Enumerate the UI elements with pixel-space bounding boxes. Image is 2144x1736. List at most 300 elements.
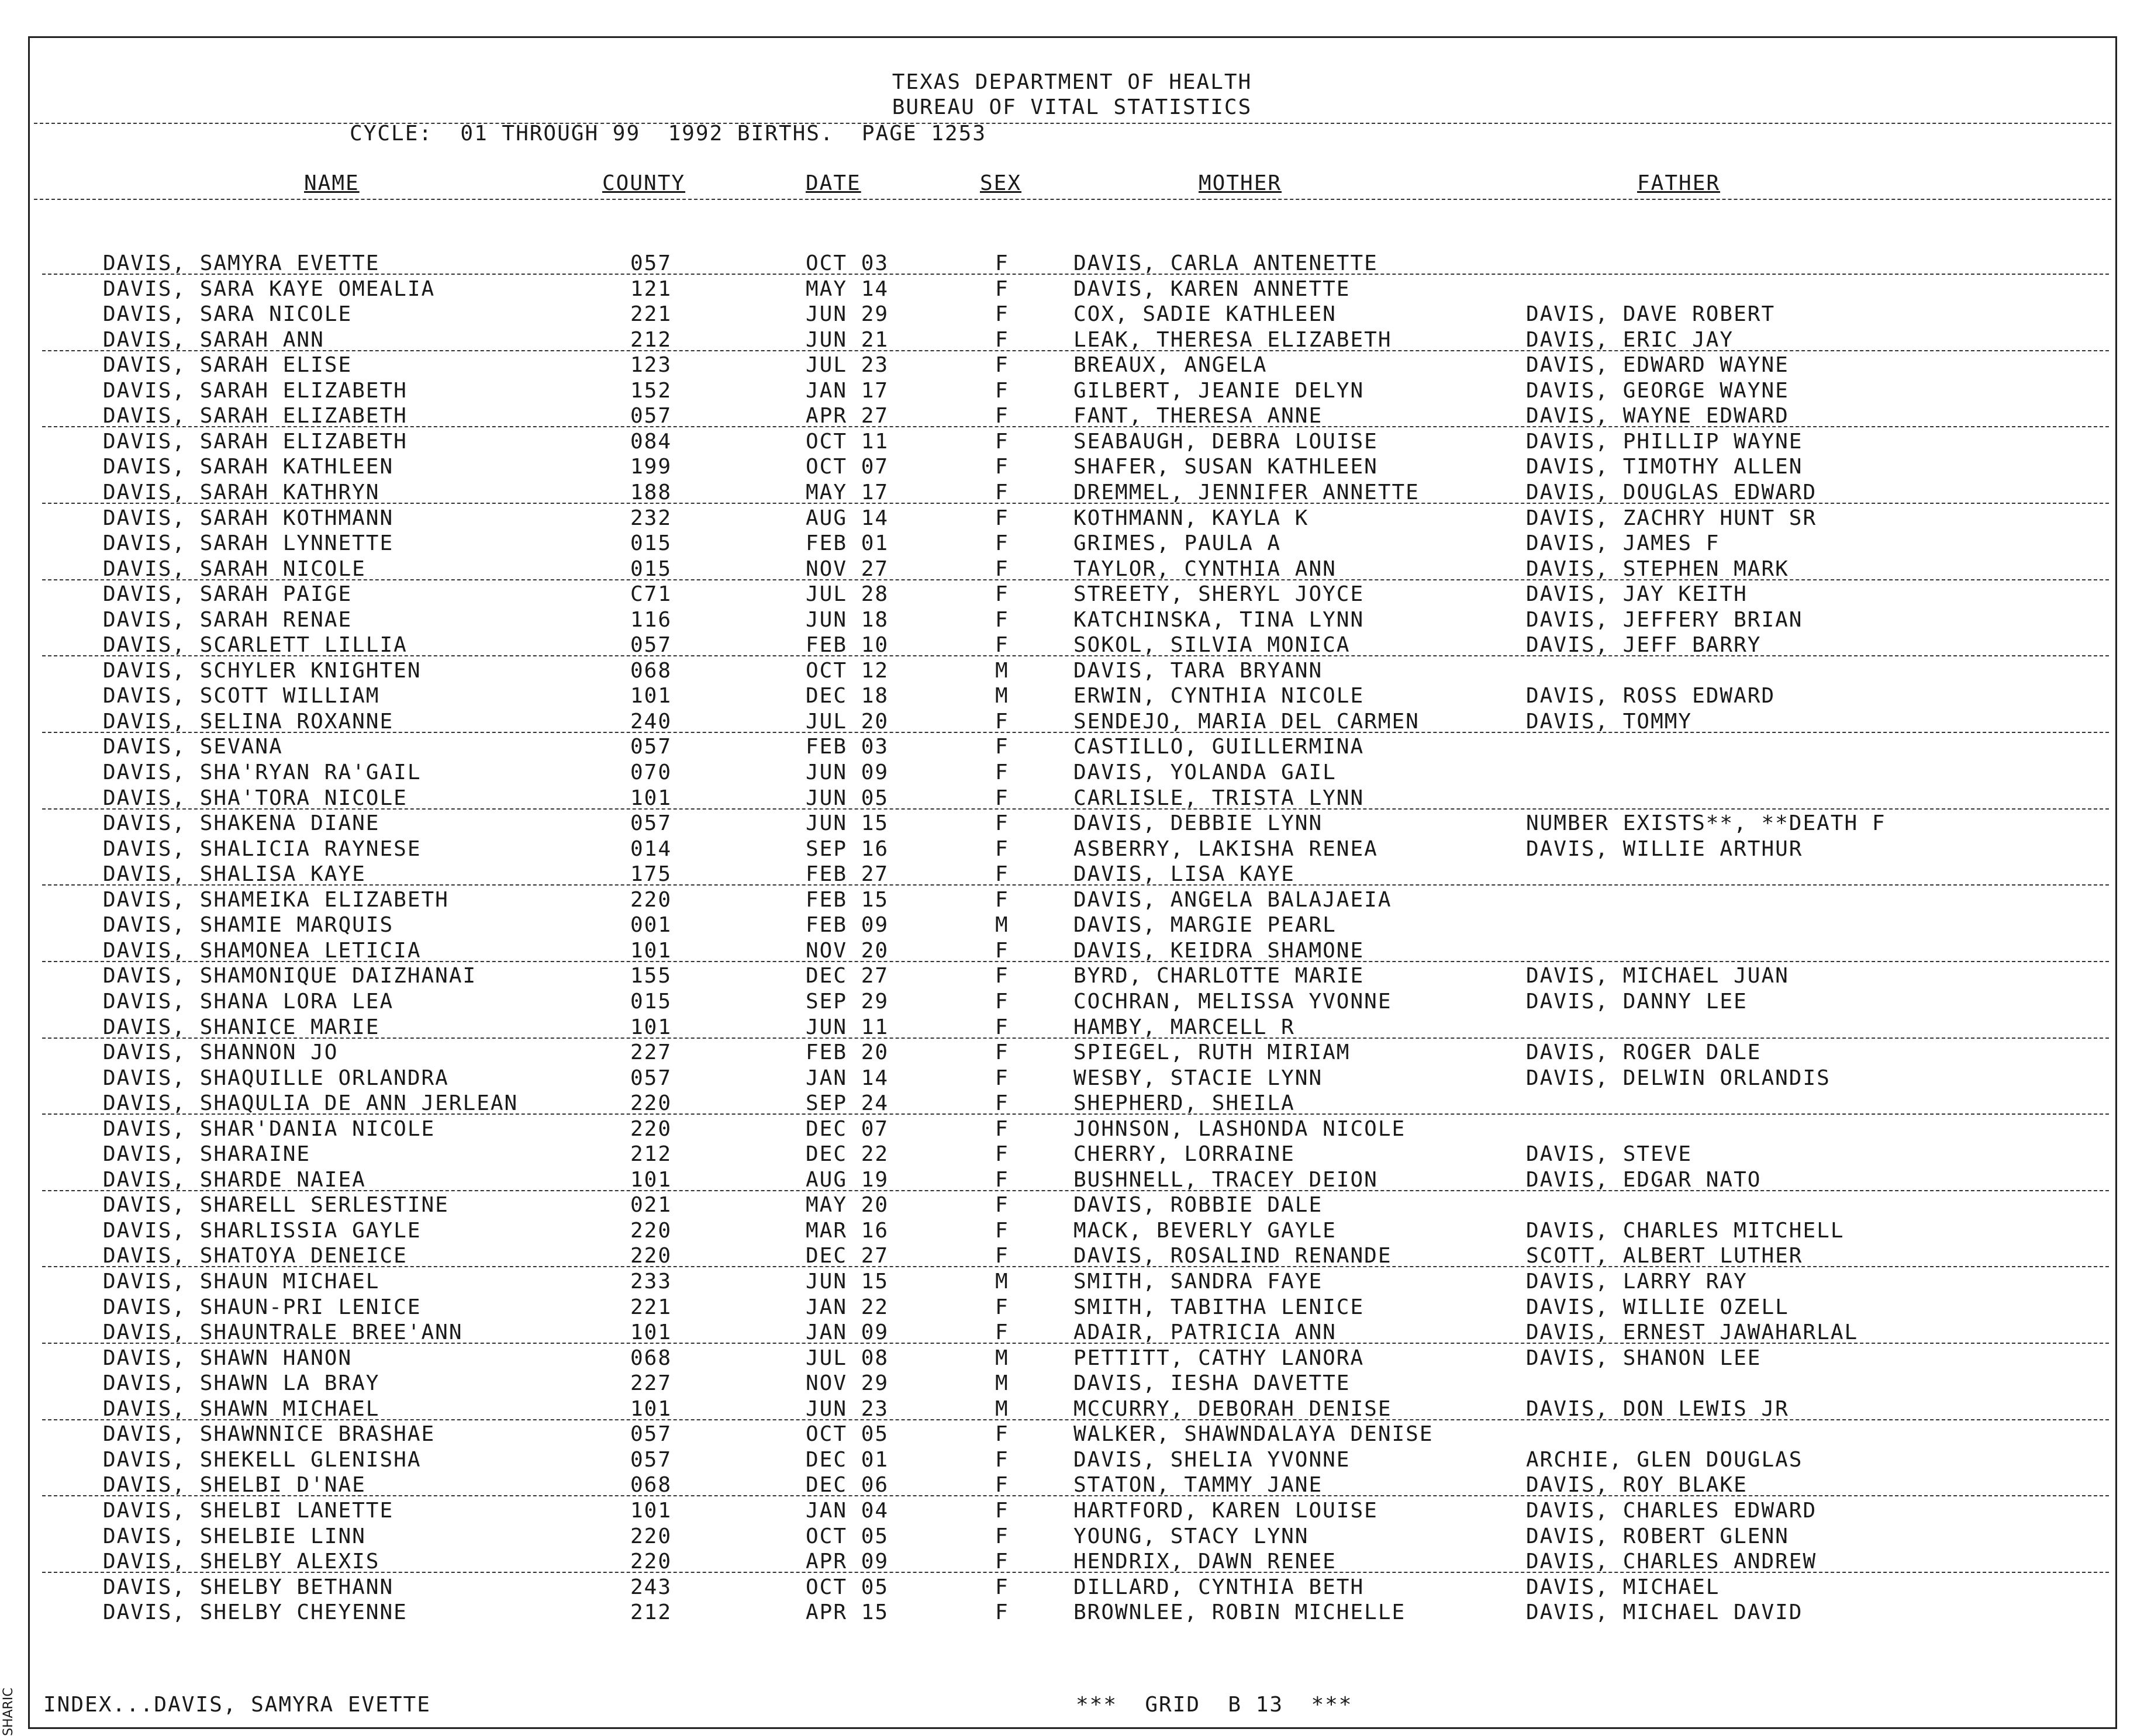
cell-name: DAVIS, SARAH KOTHMANN bbox=[103, 506, 394, 530]
cell-father: DAVIS, STEVE bbox=[1526, 1142, 1693, 1167]
cell-date: OCT 05 bbox=[806, 1524, 889, 1548]
cell-date: NOV 27 bbox=[806, 556, 889, 581]
cell-mother: SEABAUGH, DEBRA LOUISE bbox=[1073, 429, 1378, 454]
table-row bbox=[0, 302, 2144, 327]
cell-sex: M bbox=[995, 684, 1009, 708]
cell-date: OCT 05 bbox=[806, 1575, 889, 1599]
cell-county: 123 bbox=[630, 353, 672, 378]
cell-date: NOV 29 bbox=[806, 1371, 889, 1396]
cell-date: NOV 20 bbox=[806, 938, 889, 963]
cell-county: 015 bbox=[630, 989, 672, 1014]
table-row bbox=[0, 1550, 2144, 1575]
table-row bbox=[0, 1499, 2144, 1524]
cell-sex: F bbox=[995, 429, 1009, 454]
cell-mother: SMITH, SANDRA FAYE bbox=[1073, 1270, 1323, 1294]
cell-sex: F bbox=[995, 506, 1009, 530]
cell-date: JUN 15 bbox=[806, 811, 889, 836]
table-row bbox=[0, 786, 2144, 811]
table-row bbox=[0, 531, 2144, 556]
table-row bbox=[0, 1244, 2144, 1269]
cell-mother: HARTFORD, KAREN LOUISE bbox=[1073, 1498, 1378, 1523]
cell-name: DAVIS, SARA KAYE OMEALIA bbox=[103, 276, 436, 301]
table-row bbox=[0, 1270, 2144, 1295]
cell-county: 101 bbox=[630, 938, 672, 963]
cell-name: DAVIS, SHAWN LA BRAY bbox=[103, 1371, 380, 1396]
cell-father: DAVIS, LARRY RAY bbox=[1526, 1270, 1748, 1294]
cell-father: DAVIS, ERNEST JAWAHARLAL bbox=[1526, 1320, 1859, 1345]
cell-mother: DAVIS, ANGELA BALAJAEIA bbox=[1073, 887, 1392, 912]
cell-father: DAVIS, CHARLES ANDREW bbox=[1526, 1550, 1817, 1574]
cell-county: 220 bbox=[630, 1116, 672, 1141]
cell-sex: F bbox=[995, 1524, 1009, 1548]
cell-sex: F bbox=[995, 302, 1009, 327]
cell-father: DAVIS, JEFFERY BRIAN bbox=[1526, 607, 1803, 632]
cell-date: JUN 09 bbox=[806, 760, 889, 784]
cell-sex: F bbox=[995, 531, 1009, 556]
cell-mother: DAVIS, TARA BRYANN bbox=[1073, 658, 1323, 683]
cell-mother: ERWIN, CYNTHIA NICOLE bbox=[1073, 684, 1365, 708]
cell-sex: F bbox=[995, 938, 1009, 963]
cell-county: 101 bbox=[630, 1498, 672, 1523]
cell-father: DAVIS, JEFF BARRY bbox=[1526, 633, 1762, 658]
cell-name: DAVIS, SHAMONEA LETICIA bbox=[103, 938, 422, 963]
cell-sex: F bbox=[995, 1015, 1009, 1039]
cell-date: JAN 09 bbox=[806, 1320, 889, 1345]
cell-mother: DAVIS, YOLANDA GAIL bbox=[1073, 760, 1337, 784]
cell-name: DAVIS, SHAUNTRALE BREE'ANN bbox=[103, 1320, 463, 1345]
cell-county: 212 bbox=[630, 1142, 672, 1167]
table-row bbox=[0, 1219, 2144, 1244]
cell-name: DAVIS, SARAH KATHRYN bbox=[103, 480, 380, 504]
cell-name: DAVIS, SHARAINE bbox=[103, 1142, 311, 1167]
cell-name: DAVIS, SHATOYA DENEICE bbox=[103, 1244, 408, 1268]
cell-name: DAVIS, SHELBI LANETTE bbox=[103, 1498, 394, 1523]
cell-name: DAVIS, SCOTT WILLIAM bbox=[103, 684, 380, 708]
cell-name: DAVIS, SHAWN HANON bbox=[103, 1346, 353, 1370]
cell-father: DAVIS, JAY KEITH bbox=[1526, 582, 1748, 607]
table-row bbox=[0, 328, 2144, 353]
cell-mother: CHERRY, LORRAINE bbox=[1073, 1142, 1295, 1167]
cell-sex: F bbox=[995, 1218, 1009, 1243]
cell-name: DAVIS, SHAWN MICHAEL bbox=[103, 1396, 380, 1421]
cell-county: 221 bbox=[630, 302, 672, 327]
cell-sex: F bbox=[995, 1193, 1009, 1218]
table-row bbox=[0, 1346, 2144, 1371]
cell-date: OCT 11 bbox=[806, 429, 889, 454]
cell-county: 212 bbox=[630, 327, 672, 352]
cell-mother: SHEPHERD, SHEILA bbox=[1073, 1091, 1295, 1116]
cell-mother: DAVIS, DEBBIE LYNN bbox=[1073, 811, 1323, 836]
cell-name: DAVIS, SHELBIE LINN bbox=[103, 1524, 366, 1548]
cell-father: DAVIS, ZACHRY HUNT SR bbox=[1526, 506, 1817, 530]
cell-name: DAVIS, SARAH ELIZABETH bbox=[103, 404, 408, 428]
cell-name: DAVIS, SARAH ELIZABETH bbox=[103, 429, 408, 454]
cell-mother: PETTITT, CATHY LANORA bbox=[1073, 1346, 1365, 1370]
cell-sex: F bbox=[995, 989, 1009, 1014]
cell-father: DAVIS, MICHAEL DAVID bbox=[1526, 1600, 1803, 1625]
cell-name: DAVIS, SARAH NICOLE bbox=[103, 556, 366, 581]
cell-county: 057 bbox=[630, 251, 672, 275]
cell-sex: F bbox=[995, 1091, 1009, 1116]
cell-sex: F bbox=[995, 378, 1009, 403]
cell-name: DAVIS, SARAH KATHLEEN bbox=[103, 455, 394, 479]
cell-name: DAVIS, SHAMIE MARQUIS bbox=[103, 913, 394, 938]
cell-name: DAVIS, SHELBY ALEXIS bbox=[103, 1550, 380, 1574]
cell-date: APR 15 bbox=[806, 1600, 889, 1625]
cell-name: DAVIS, SHARDE NAIEA bbox=[103, 1167, 366, 1192]
cell-county: 220 bbox=[630, 1550, 672, 1574]
cell-date: JAN 04 bbox=[806, 1498, 889, 1523]
cell-county: 188 bbox=[630, 480, 672, 504]
cell-county: 101 bbox=[630, 1167, 672, 1192]
cell-sex: F bbox=[995, 633, 1009, 658]
table-row bbox=[0, 1168, 2144, 1193]
table-row bbox=[0, 1117, 2144, 1142]
cell-sex: F bbox=[995, 276, 1009, 301]
table-row bbox=[0, 888, 2144, 913]
cell-date: APR 27 bbox=[806, 404, 889, 428]
cell-father: DAVIS, DANNY LEE bbox=[1526, 989, 1748, 1014]
cell-father: DAVIS, TIMOTHY ALLEN bbox=[1526, 455, 1803, 479]
cell-mother: LEAK, THERESA ELIZABETH bbox=[1073, 327, 1392, 352]
cell-sex: F bbox=[995, 1600, 1009, 1625]
table-row bbox=[0, 557, 2144, 582]
agency-title: TEXAS DEPARTMENT OF HEALTH bbox=[892, 70, 1252, 94]
table-row bbox=[0, 404, 2144, 429]
cell-date: OCT 03 bbox=[806, 251, 889, 275]
cell-date: DEC 27 bbox=[806, 964, 889, 988]
table-row bbox=[0, 1295, 2144, 1320]
cell-county: 101 bbox=[630, 1396, 672, 1421]
cell-mother: COX, SADIE KATHLEEN bbox=[1073, 302, 1337, 327]
cell-date: SEP 29 bbox=[806, 989, 889, 1014]
cell-county: 057 bbox=[630, 1422, 672, 1447]
cell-mother: MCCURRY, DEBORAH DENISE bbox=[1073, 1396, 1392, 1421]
cell-county: 057 bbox=[630, 811, 672, 836]
cell-name: DAVIS, SHANICE MARIE bbox=[103, 1015, 380, 1039]
cell-county: 057 bbox=[630, 404, 672, 428]
column-header-name: NAME bbox=[304, 171, 360, 195]
column-header-date: DATE bbox=[806, 171, 861, 195]
cell-name: DAVIS, SHELBY BETHANN bbox=[103, 1575, 394, 1599]
cell-county: 015 bbox=[630, 531, 672, 556]
table-row bbox=[0, 1040, 2144, 1066]
cell-sex: F bbox=[995, 1040, 1009, 1065]
cell-sex: F bbox=[995, 353, 1009, 378]
cell-date: JUL 08 bbox=[806, 1346, 889, 1370]
column-header-father: FATHER bbox=[1637, 171, 1721, 195]
cell-county: 057 bbox=[630, 1447, 672, 1472]
cell-sex: F bbox=[995, 1142, 1009, 1167]
cell-sex: F bbox=[995, 811, 1009, 836]
cell-date: JUN 23 bbox=[806, 1396, 889, 1421]
cell-mother: FANT, THERESA ANNE bbox=[1073, 404, 1323, 428]
cell-name: DAVIS, SHAUN MICHAEL bbox=[103, 1270, 380, 1294]
cell-father: DAVIS, STEPHEN MARK bbox=[1526, 556, 1789, 581]
cell-county: 068 bbox=[630, 1473, 672, 1498]
table-row bbox=[0, 1015, 2144, 1040]
column-header-mother: MOTHER bbox=[1199, 171, 1282, 195]
cell-name: DAVIS, SHAMEIKA ELIZABETH bbox=[103, 887, 449, 912]
cell-father: DAVIS, WILLIE ARTHUR bbox=[1526, 836, 1803, 861]
cell-county: 227 bbox=[630, 1040, 672, 1065]
cell-mother: SOKOL, SILVIA MONICA bbox=[1073, 633, 1351, 658]
cell-mother: DAVIS, SHELIA YVONNE bbox=[1073, 1447, 1351, 1472]
cell-father: ARCHIE, GLEN DOUGLAS bbox=[1526, 1447, 1803, 1472]
cell-date: JUN 11 bbox=[806, 1015, 889, 1039]
cell-name: DAVIS, SCARLETT LILLIA bbox=[103, 633, 408, 658]
cell-sex: F bbox=[995, 862, 1009, 887]
cell-county: C71 bbox=[630, 582, 672, 607]
cell-father: DAVIS, MICHAEL JUAN bbox=[1526, 964, 1789, 988]
cell-father: DAVIS, MICHAEL bbox=[1526, 1575, 1720, 1599]
cell-name: DAVIS, SHALICIA RAYNESE bbox=[103, 836, 422, 861]
table-row bbox=[0, 735, 2144, 760]
cell-date: JAN 17 bbox=[806, 378, 889, 403]
cell-father: DAVIS, DOUGLAS EDWARD bbox=[1526, 480, 1817, 504]
cell-date: OCT 12 bbox=[806, 658, 889, 683]
cell-sex: M bbox=[995, 1371, 1009, 1396]
cell-mother: GRIMES, PAULA A bbox=[1073, 531, 1282, 556]
cell-date: SEP 24 bbox=[806, 1091, 889, 1116]
cell-date: JUN 21 bbox=[806, 327, 889, 352]
cell-father: DAVIS, TOMMY bbox=[1526, 709, 1693, 734]
cell-date: AUG 14 bbox=[806, 506, 889, 530]
cell-date: FEB 20 bbox=[806, 1040, 889, 1065]
cell-name: DAVIS, SHA'RYAN RA'GAIL bbox=[103, 760, 422, 784]
table-row bbox=[0, 608, 2144, 633]
cell-sex: F bbox=[995, 607, 1009, 632]
cell-date: MAY 20 bbox=[806, 1193, 889, 1218]
cell-date: FEB 27 bbox=[806, 862, 889, 887]
cell-name: DAVIS, SHANNON JO bbox=[103, 1040, 339, 1065]
cell-date: DEC 01 bbox=[806, 1447, 889, 1472]
cell-sex: F bbox=[995, 404, 1009, 428]
table-row bbox=[0, 379, 2144, 404]
table-row bbox=[0, 684, 2144, 709]
cell-county: 116 bbox=[630, 607, 672, 632]
cell-mother: BROWNLEE, ROBIN MICHELLE bbox=[1073, 1600, 1406, 1625]
cell-date: JUL 20 bbox=[806, 709, 889, 734]
table-row bbox=[0, 811, 2144, 836]
cell-mother: CARLISLE, TRISTA LYNN bbox=[1073, 786, 1365, 810]
cell-name: DAVIS, SHANA LORA LEA bbox=[103, 989, 394, 1014]
cell-date: MAY 14 bbox=[806, 276, 889, 301]
cell-name: DAVIS, SARAH ANN bbox=[103, 327, 324, 352]
cell-county: 084 bbox=[630, 429, 672, 454]
cell-county: 057 bbox=[630, 633, 672, 658]
cell-date: MAR 16 bbox=[806, 1218, 889, 1243]
table-row bbox=[0, 1575, 2144, 1600]
grid-footer: *** GRID B 13 *** bbox=[1076, 1693, 1353, 1717]
header-rule bbox=[34, 123, 2111, 124]
cell-name: DAVIS, SEVANA bbox=[103, 735, 283, 759]
cell-sex: F bbox=[995, 556, 1009, 581]
cell-name: DAVIS, SHA'TORA NICOLE bbox=[103, 786, 408, 810]
cell-county: 152 bbox=[630, 378, 672, 403]
cell-sex: F bbox=[995, 327, 1009, 352]
table-row bbox=[0, 455, 2144, 480]
cell-county: 220 bbox=[630, 887, 672, 912]
cell-county: 220 bbox=[630, 1218, 672, 1243]
table-row bbox=[0, 964, 2144, 989]
cell-county: 101 bbox=[630, 1320, 672, 1345]
cell-mother: WESBY, STACIE LYNN bbox=[1073, 1066, 1323, 1090]
cell-sex: M bbox=[995, 658, 1009, 683]
cell-date: APR 09 bbox=[806, 1550, 889, 1574]
table-row bbox=[0, 1091, 2144, 1116]
cell-mother: BUSHNELL, TRACEY DEION bbox=[1073, 1167, 1378, 1192]
cell-mother: DAVIS, MARGIE PEARL bbox=[1073, 913, 1337, 938]
cell-sex: F bbox=[995, 1422, 1009, 1447]
cell-date: DEC 18 bbox=[806, 684, 889, 708]
cell-father: DAVIS, PHILLIP WAYNE bbox=[1526, 429, 1803, 454]
cell-name: DAVIS, SHAWNNICE BRASHAE bbox=[103, 1422, 436, 1447]
cell-county: 227 bbox=[630, 1371, 672, 1396]
cell-county: 220 bbox=[630, 1244, 672, 1268]
cell-county: 101 bbox=[630, 684, 672, 708]
cell-county: 199 bbox=[630, 455, 672, 479]
cell-father: DAVIS, ROY BLAKE bbox=[1526, 1473, 1748, 1498]
cell-mother: BYRD, CHARLOTTE MARIE bbox=[1073, 964, 1365, 988]
cell-mother: HAMBY, MARCELL R bbox=[1073, 1015, 1295, 1039]
table-row bbox=[0, 837, 2144, 862]
cell-county: 101 bbox=[630, 1015, 672, 1039]
column-header-rule bbox=[34, 199, 2111, 200]
cell-county: 068 bbox=[630, 1346, 672, 1370]
cell-mother: DAVIS, KAREN ANNETTE bbox=[1073, 276, 1351, 301]
table-row bbox=[0, 760, 2144, 786]
table-row bbox=[0, 582, 2144, 607]
cell-father: DAVIS, ROBERT GLENN bbox=[1526, 1524, 1789, 1548]
table-row bbox=[0, 1473, 2144, 1498]
table-row bbox=[0, 353, 2144, 378]
cell-father: DAVIS, DON LEWIS JR bbox=[1526, 1396, 1789, 1421]
cell-date: JAN 14 bbox=[806, 1066, 889, 1090]
cell-date: FEB 03 bbox=[806, 735, 889, 759]
cell-sex: F bbox=[995, 1447, 1009, 1472]
cell-mother: DAVIS, CARLA ANTENETTE bbox=[1073, 251, 1378, 275]
cell-sex: F bbox=[995, 480, 1009, 504]
cell-mother: MACK, BEVERLY GAYLE bbox=[1073, 1218, 1337, 1243]
cell-sex: F bbox=[995, 887, 1009, 912]
cell-name: DAVIS, SHALISA KAYE bbox=[103, 862, 366, 887]
cell-sex: M bbox=[995, 1396, 1009, 1421]
table-row bbox=[0, 1193, 2144, 1218]
cell-mother: STATON, TAMMY JANE bbox=[1073, 1473, 1323, 1498]
cell-mother: STREETY, SHERYL JOYCE bbox=[1073, 582, 1365, 607]
cell-mother: SPIEGEL, RUTH MIRIAM bbox=[1073, 1040, 1351, 1065]
table-row bbox=[0, 1066, 2144, 1091]
cell-date: DEC 22 bbox=[806, 1142, 889, 1167]
side-stamp: SHARIC bbox=[1, 1687, 16, 1736]
cell-date: MAY 17 bbox=[806, 480, 889, 504]
cell-mother: DAVIS, ROBBIE DALE bbox=[1073, 1193, 1323, 1218]
cell-mother: SHAFER, SUSAN KATHLEEN bbox=[1073, 455, 1378, 479]
cell-mother: DREMMEL, JENNIFER ANNETTE bbox=[1073, 480, 1420, 504]
table-row bbox=[0, 913, 2144, 938]
cell-sex: F bbox=[995, 1320, 1009, 1345]
cell-date: DEC 27 bbox=[806, 1244, 889, 1268]
cell-county: 240 bbox=[630, 709, 672, 734]
cell-sex: F bbox=[995, 964, 1009, 988]
cell-sex: F bbox=[995, 709, 1009, 734]
cell-sex: F bbox=[995, 1575, 1009, 1599]
table-row bbox=[0, 480, 2144, 506]
cell-mother: COCHRAN, MELISSA YVONNE bbox=[1073, 989, 1392, 1014]
cell-date: JUN 05 bbox=[806, 786, 889, 810]
cell-mother: DAVIS, IESHA DAVETTE bbox=[1073, 1371, 1351, 1396]
cell-name: DAVIS, SCHYLER KNIGHTEN bbox=[103, 658, 422, 683]
cell-sex: M bbox=[995, 1270, 1009, 1294]
cell-name: DAVIS, SARAH LYNNETTE bbox=[103, 531, 394, 556]
cell-sex: F bbox=[995, 1498, 1009, 1523]
cell-name: DAVIS, SAMYRA EVETTE bbox=[103, 251, 380, 275]
cell-name: DAVIS, SHAQULIA DE ANN JERLEAN bbox=[103, 1091, 519, 1116]
table-row bbox=[0, 710, 2144, 735]
cell-date: JUN 18 bbox=[806, 607, 889, 632]
cell-father: DAVIS, ERIC JAY bbox=[1526, 327, 1734, 352]
cell-mother: SENDEJO, MARIA DEL CARMEN bbox=[1073, 709, 1420, 734]
cell-date: AUG 19 bbox=[806, 1167, 889, 1192]
cell-father: DAVIS, ROGER DALE bbox=[1526, 1040, 1762, 1065]
cell-name: DAVIS, SHAKENA DIANE bbox=[103, 811, 380, 836]
cell-county: 014 bbox=[630, 836, 672, 861]
cell-county: 220 bbox=[630, 1524, 672, 1548]
cell-date: DEC 07 bbox=[806, 1116, 889, 1141]
table-row bbox=[0, 1448, 2144, 1473]
cell-county: 121 bbox=[630, 276, 672, 301]
cell-mother: KOTHMANN, KAYLA K bbox=[1073, 506, 1309, 530]
cell-name: DAVIS, SARAH ELISE bbox=[103, 353, 353, 378]
cell-county: 155 bbox=[630, 964, 672, 988]
cell-mother: ASBERRY, LAKISHA RENEA bbox=[1073, 836, 1378, 861]
cell-mother: DAVIS, ROSALIND RENANDE bbox=[1073, 1244, 1392, 1268]
cell-mother: GILBERT, JEANIE DELYN bbox=[1073, 378, 1365, 403]
cell-sex: F bbox=[995, 1066, 1009, 1090]
column-header-sex: SEX bbox=[980, 171, 1022, 195]
table-row bbox=[0, 430, 2144, 455]
cell-father: DAVIS, DELWIN ORLANDIS bbox=[1526, 1066, 1831, 1090]
cell-sex: M bbox=[995, 1346, 1009, 1370]
cell-county: 175 bbox=[630, 862, 672, 887]
index-footer: INDEX...DAVIS, SAMYRA EVETTE bbox=[43, 1693, 431, 1717]
table-row bbox=[0, 251, 2144, 276]
table-row bbox=[0, 862, 2144, 887]
cell-father: DAVIS, DAVE ROBERT bbox=[1526, 302, 1776, 327]
cell-name: DAVIS, SARAH PAIGE bbox=[103, 582, 353, 607]
cell-county: 212 bbox=[630, 1600, 672, 1625]
cell-date: SEP 16 bbox=[806, 836, 889, 861]
cell-sex: F bbox=[995, 1167, 1009, 1192]
cell-name: DAVIS, SARAH RENAE bbox=[103, 607, 353, 632]
cell-sex: F bbox=[995, 1550, 1009, 1574]
cell-county: 232 bbox=[630, 506, 672, 530]
cell-father: DAVIS, CHARLES MITCHELL bbox=[1526, 1218, 1845, 1243]
cell-name: DAVIS, SHARLISSIA GAYLE bbox=[103, 1218, 422, 1243]
cell-date: OCT 05 bbox=[806, 1422, 889, 1447]
table-row bbox=[0, 1371, 2144, 1396]
table-row bbox=[0, 1600, 2144, 1626]
cell-name: DAVIS, SHAMONIQUE DAIZHANAI bbox=[103, 964, 477, 988]
cell-sex: F bbox=[995, 836, 1009, 861]
cell-mother: YOUNG, STACY LYNN bbox=[1073, 1524, 1309, 1548]
cell-father: DAVIS, CHARLES EDWARD bbox=[1526, 1498, 1817, 1523]
cell-county: 068 bbox=[630, 658, 672, 683]
cell-mother: SMITH, TABITHA LENICE bbox=[1073, 1295, 1365, 1319]
cell-name: DAVIS, SHAUN-PRI LENICE bbox=[103, 1295, 422, 1319]
cell-father: DAVIS, WILLIE OZELL bbox=[1526, 1295, 1789, 1319]
